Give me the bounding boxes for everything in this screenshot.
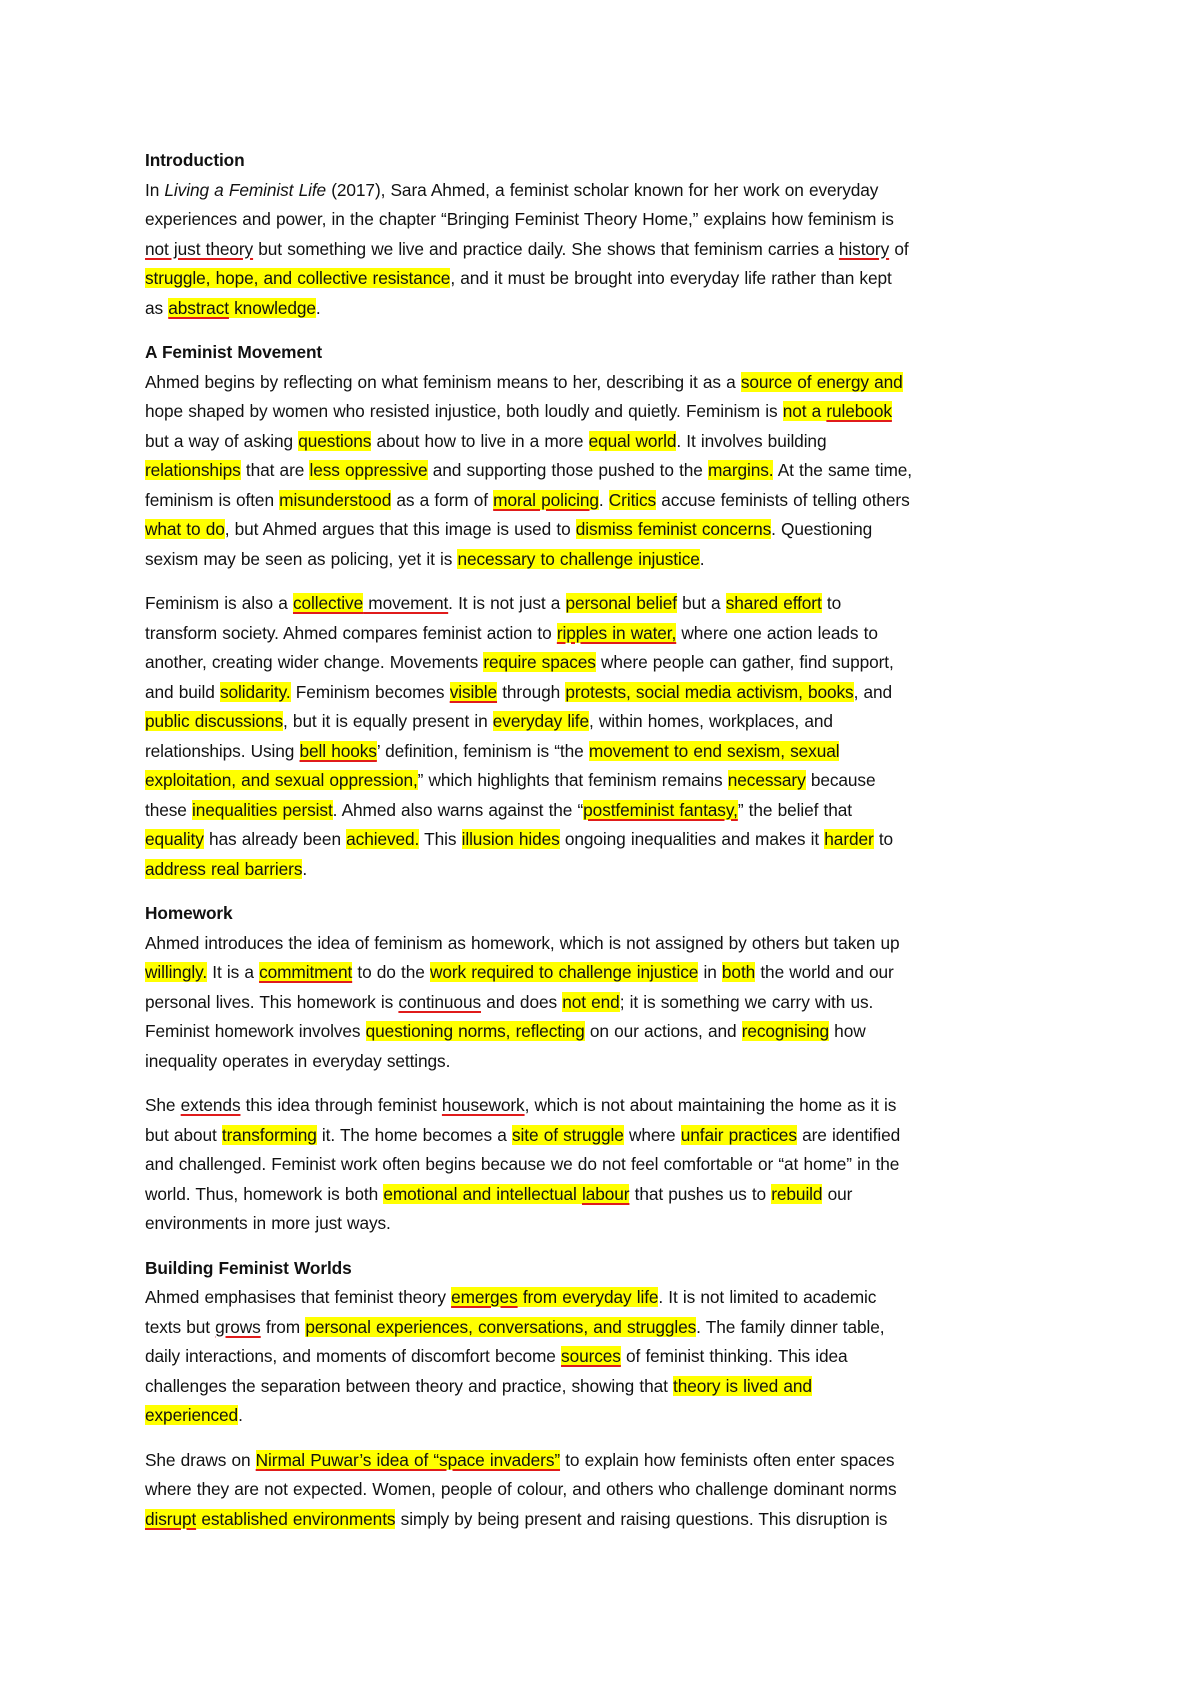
- highlighted-text: solidarity.: [219, 681, 291, 702]
- highlighted-text: work required to challenge injustice: [429, 962, 699, 982]
- text-run: where they are not expected. Women, people of colour, and others who challenge dominant norms: [145, 1479, 897, 1499]
- text-run: Ahmed emphasises that feminist theory: [145, 1287, 452, 1307]
- text-run: to explain how feminists often enter spaces: [560, 1449, 895, 1470]
- highlighted-text: relationships: [145, 460, 241, 480]
- text-run: these: [145, 799, 192, 820]
- highlighted-text: site of struggle: [512, 1124, 624, 1145]
- highlighted-text: rebuild: [771, 1183, 823, 1204]
- text-line: [145, 515, 1065, 545]
- highlighted-underlined-text: ripples in water,: [556, 622, 677, 643]
- highlighted-text: address real barriers: [145, 858, 303, 879]
- text-line: [145, 766, 1065, 796]
- highlighted-text: both: [721, 962, 756, 982]
- text-run: Ahmed begins by reflecting on what feminism means to her, describing it as a: [145, 371, 741, 392]
- text-run: . Questioning: [771, 519, 873, 539]
- text-run: that are: [240, 460, 310, 480]
- text-run: world. Thus, homework is both: [145, 1183, 384, 1204]
- text-run: how: [828, 1021, 866, 1041]
- paragraph: [145, 1091, 1065, 1239]
- text-run: our: [822, 1183, 853, 1204]
- text-run: daily interactions, and moments of discomfort become: [145, 1346, 562, 1366]
- text-run: , within homes, workplaces, and: [589, 711, 833, 731]
- highlighted-text: dismiss feminist concerns: [575, 519, 772, 539]
- text-line: [145, 205, 1065, 235]
- text-line: [145, 427, 1065, 457]
- text-line: [145, 1446, 1065, 1476]
- highlighted-text: everyday life: [492, 711, 590, 731]
- text-run: where one action leads to: [676, 622, 878, 643]
- text-line: [145, 1150, 1065, 1180]
- highlighted-underlined-text: bell hooks: [299, 740, 377, 761]
- text-run: to do the: [352, 962, 430, 982]
- highlighted-underlined-text: disrupt: [145, 1508, 197, 1529]
- highlighted-text: emotional and intellectual: [383, 1183, 582, 1204]
- section-heading: Homework: [145, 903, 233, 923]
- paragraph: [145, 929, 1065, 1077]
- text-run: This: [419, 829, 462, 849]
- text-run: , and it must be brought into everyday life rather than kept: [450, 268, 892, 288]
- highlighted-text: misunderstood: [279, 489, 392, 510]
- text-line: [145, 1180, 1065, 1210]
- text-run: through: [497, 681, 566, 702]
- highlighted-text: exploitation, and sexual oppression,: [145, 770, 418, 790]
- section: [145, 146, 1065, 323]
- highlighted-text: harder: [824, 829, 874, 849]
- text-run: ” which highlights that feminism remains: [417, 770, 728, 790]
- text-run: to: [873, 829, 894, 849]
- text-line: [145, 825, 1065, 855]
- text-run: .: [699, 548, 705, 569]
- highlighted-text: not a: [782, 401, 827, 421]
- text-run: . The family dinner table,: [696, 1316, 885, 1337]
- text-line: [145, 1091, 1065, 1121]
- text-line: [145, 619, 1065, 649]
- text-line: [145, 545, 1065, 575]
- underlined-text: history: [838, 238, 890, 259]
- highlighted-underlined-text: emerges: [451, 1287, 518, 1307]
- text-run: relationships. Using: [145, 740, 300, 761]
- text-run: are identified: [796, 1124, 901, 1145]
- text-run: . It involves building: [676, 430, 827, 451]
- text-run: in: [698, 962, 722, 982]
- highlighted-underlined-text: abstract: [168, 297, 229, 318]
- highlighted-text: questioning norms, reflecting: [365, 1021, 585, 1041]
- highlighted-text: personal experiences, conversations, and struggles: [305, 1316, 697, 1337]
- text-run: because: [805, 770, 876, 790]
- text-run: environments in more just ways.: [145, 1213, 391, 1233]
- text-line: [145, 1401, 1065, 1431]
- highlighted-underlined-text: rulebook: [826, 401, 892, 421]
- highlighted-underlined-text: visible: [449, 681, 498, 702]
- highlighted-text: necessary: [727, 770, 806, 790]
- text-line: [145, 294, 1065, 324]
- highlighted-underlined-text: commitment: [259, 962, 353, 982]
- text-line: [145, 737, 1065, 767]
- underlined-text: housework: [441, 1095, 525, 1115]
- section: [145, 899, 1065, 1239]
- text-run: where: [623, 1124, 681, 1145]
- text-line: [145, 264, 1065, 294]
- text-line: [145, 796, 1065, 826]
- text-run: Feminist homework involves: [145, 1021, 366, 1041]
- text-run: Ahmed introduces the idea of feminism as homework, which is not assigned by others but taken up: [145, 932, 900, 953]
- text-line: [145, 1209, 1065, 1239]
- text-run: and does: [481, 991, 563, 1012]
- text-line: [145, 988, 1065, 1018]
- highlighted-text: margins.: [708, 460, 774, 480]
- italic-title: Living a Feminist Life: [164, 179, 327, 200]
- text-line: [145, 397, 1065, 427]
- section: [145, 338, 1065, 884]
- text-run: on our actions, and: [584, 1021, 742, 1041]
- highlighted-text: recognising: [741, 1021, 829, 1041]
- document-body: [145, 146, 1065, 1549]
- highlighted-text: what to do: [145, 519, 225, 539]
- text-run: and challenged. Feminist work often begins because we do not feel comfortable or “at home” in the: [145, 1154, 900, 1174]
- highlighted-text: necessary to challenge injustice: [457, 548, 700, 569]
- text-run: She: [145, 1095, 181, 1115]
- text-run: but about: [145, 1124, 222, 1145]
- underlined-text: grows: [215, 1316, 261, 1337]
- text-run: of: [889, 238, 909, 259]
- highlighted-underlined-text: Nirmal Puwar’s idea of “space invaders”: [255, 1449, 561, 1470]
- text-run: about how to live in a more: [371, 430, 589, 451]
- highlighted-text: unfair practices: [680, 1124, 797, 1145]
- highlighted-text: protests, social media activism, books: [565, 681, 854, 702]
- highlighted-text: struggle, hope, and collective resistance: [145, 268, 451, 288]
- text-line: [145, 678, 1065, 708]
- text-run: but something we live and practice daily. She shows that feminism carries a: [253, 238, 839, 259]
- highlighted-text: equality: [145, 829, 204, 849]
- highlighted-underlined-text: postfeminist fantasy,: [583, 799, 738, 820]
- highlighted-text: personal belief: [565, 593, 677, 613]
- text-run: , and: [853, 681, 893, 702]
- text-line: [145, 1475, 1065, 1505]
- highlighted-underlined-text: moral policing: [493, 489, 599, 510]
- paragraph: [145, 589, 1065, 884]
- highlighted-text: less oppressive: [309, 460, 428, 480]
- text-run: ; it is something we carry with us.: [619, 991, 874, 1012]
- text-run: another, creating wider change. Movements: [145, 652, 484, 672]
- highlighted-text: theory is lived and: [673, 1375, 812, 1396]
- highlighted-text: experienced: [145, 1405, 239, 1425]
- highlighted-text: not end: [562, 991, 620, 1012]
- text-run: In: [145, 179, 165, 200]
- text-run: but a: [676, 593, 726, 613]
- text-line: [145, 1121, 1065, 1151]
- text-run: ongoing inequalities and makes it: [559, 829, 825, 849]
- highlighted-text: from everyday life: [517, 1287, 659, 1307]
- text-run: Feminism is also a: [145, 593, 293, 613]
- text-run: , but Ahmed argues that this image is used to: [224, 519, 576, 539]
- text-line: [145, 1372, 1065, 1402]
- underlined-text: extends: [180, 1095, 241, 1115]
- text-run: as a form of: [391, 489, 494, 510]
- text-run: where people can gather, find support,: [595, 652, 894, 672]
- section: [145, 1254, 1065, 1535]
- text-run: ’ definition, feminism is “the: [376, 740, 589, 761]
- text-run: feminism is often: [145, 489, 280, 510]
- paragraph: [145, 368, 1065, 575]
- text-run: .: [315, 297, 321, 318]
- highlighted-text: achieved.: [346, 829, 420, 849]
- text-run: but a way of asking: [145, 430, 299, 451]
- paragraph: [145, 176, 1065, 324]
- text-run: She draws on: [145, 1449, 256, 1470]
- section-heading: Building Feminist Worlds: [145, 1257, 352, 1278]
- text-run: , but it is equally present in: [282, 711, 493, 731]
- text-line: [145, 1283, 1065, 1313]
- text-run: . It is not limited to academic: [658, 1287, 877, 1307]
- highlighted-text: source of energy and: [740, 371, 903, 392]
- highlighted-text: shared effort: [725, 593, 822, 613]
- highlighted-text: require spaces: [483, 652, 596, 672]
- text-run: simply by being present and raising questions. This disruption is: [395, 1508, 888, 1529]
- text-run: to: [821, 593, 842, 613]
- text-run: and supporting those pushed to the: [427, 460, 709, 480]
- highlighted-underlined-text: labour: [581, 1183, 630, 1204]
- text-run: challenges the separation between theory and practice, showing that: [145, 1375, 674, 1396]
- text-line: [145, 176, 1065, 206]
- text-run: texts but: [145, 1316, 216, 1337]
- text-line: [145, 1342, 1065, 1372]
- text-run: personal lives. This homework is: [145, 991, 399, 1012]
- text-run: it. The home becomes a: [316, 1124, 512, 1145]
- text-run: sexism may be seen as policing, yet it is: [145, 548, 458, 569]
- text-line: [145, 855, 1065, 885]
- text-run: experiences and power, in the chapter “Bringing Feminist Theory Home,” explains how feminism is: [145, 209, 894, 229]
- text-line: [145, 1017, 1065, 1047]
- text-run: that pushes us to: [629, 1183, 772, 1204]
- text-run: . It is not just a: [448, 593, 566, 613]
- highlighted-text: inequalities persist: [191, 799, 333, 820]
- underlined-text: not just theory: [145, 238, 254, 259]
- text-line: [145, 1505, 1065, 1535]
- text-run: accuse feminists of telling others: [656, 489, 910, 510]
- highlighted-underlined-text: sources: [561, 1346, 621, 1366]
- text-line: [145, 235, 1065, 265]
- text-line: [145, 456, 1065, 486]
- text-run: .: [238, 1405, 243, 1425]
- text-run: It is a: [207, 962, 260, 982]
- text-run: .: [598, 489, 609, 510]
- text-run: the world and our: [755, 962, 894, 982]
- highlighted-text: questions: [298, 430, 372, 451]
- text-line: [145, 589, 1065, 619]
- highlighted-text: transforming: [221, 1124, 317, 1145]
- text-line: [145, 1047, 1065, 1077]
- text-run: transform society. Ahmed compares feminist action to: [145, 622, 557, 643]
- highlighted-text: public discussions: [145, 711, 283, 731]
- section-heading: Introduction: [145, 150, 245, 170]
- text-line: [145, 929, 1065, 959]
- text-run: (2017), Sara Ahmed, a feminist scholar known for her work on everyday: [326, 179, 879, 200]
- text-run: . Ahmed also warns against the “: [332, 799, 584, 820]
- highlighted-text: illusion hides: [461, 829, 560, 849]
- highlighted-text: Critics: [608, 489, 657, 510]
- text-line: [145, 1313, 1065, 1343]
- text-run: has already been: [203, 829, 347, 849]
- highlighted-text: movement to end sexism, sexual: [588, 740, 840, 761]
- text-line: [145, 368, 1065, 398]
- text-run: hope shaped by women who resisted injustice, both loudly and quietly. Feminism is: [145, 401, 783, 421]
- text-run: Feminism becomes: [290, 681, 450, 702]
- highlighted-text: knowledge: [228, 297, 316, 318]
- text-run: At the same time,: [773, 460, 912, 480]
- paragraph: [145, 1283, 1065, 1431]
- section-heading: A Feminist Movement: [145, 342, 323, 362]
- text-run: ” the belief that: [737, 799, 852, 820]
- highlighted-text: equal world: [588, 430, 677, 451]
- highlighted-underlined-text: collective: [293, 593, 364, 613]
- text-run: , which is not about maintaining the home as it is: [524, 1095, 897, 1115]
- text-run: .: [302, 858, 308, 879]
- text-run: from: [260, 1316, 306, 1337]
- text-line: [145, 958, 1065, 988]
- text-run: and build: [145, 681, 220, 702]
- text-line: [145, 707, 1065, 737]
- text-run: as: [145, 297, 169, 318]
- highlighted-text: willingly.: [145, 962, 208, 982]
- underlined-text: continuous: [398, 991, 481, 1012]
- text-run: of feminist thinking. This idea: [620, 1346, 848, 1366]
- text-line: [145, 486, 1065, 516]
- highlighted-text: established environments: [196, 1508, 396, 1529]
- text-line: [145, 648, 1065, 678]
- text-run: this idea through feminist: [240, 1095, 442, 1115]
- text-run: inequality operates in everyday settings.: [145, 1050, 451, 1071]
- paragraph: [145, 1446, 1065, 1535]
- underlined-text: movement: [363, 593, 449, 613]
